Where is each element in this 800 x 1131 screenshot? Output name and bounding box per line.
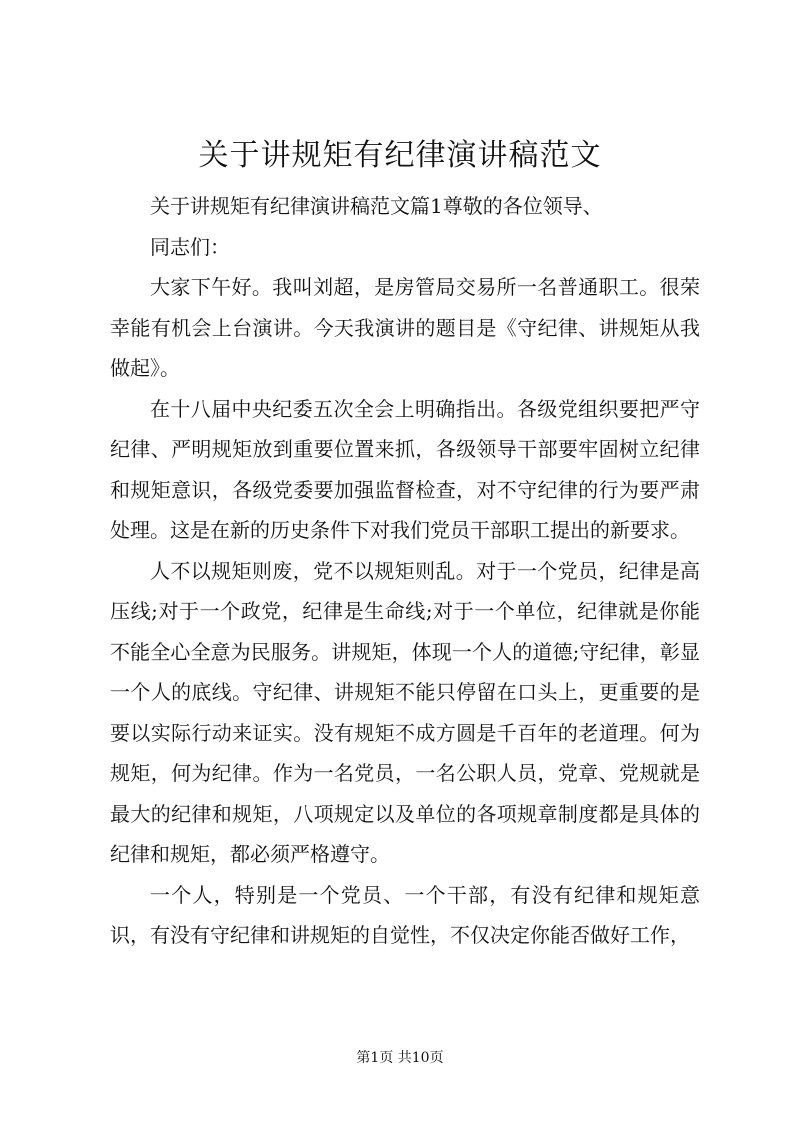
document-body: [110, 186, 700, 956]
paragraph-5: 人不以规矩则废，党不以规矩则乱。对于一个党员，纪律是高压线;对于一个政党，纪律是生命线;对于一个单位，纪律就是你能不能全心全意为民服务。讲规矩，体现一个人的道德;守纪律，彰显一个人的底线。守纪律、讲规矩不能只停留在口头上，更重要的是要以实际行动来证实。没有规矩不成方圆是千百年的老道理。何为规矩，何为纪律。作为一名党员，一名公职人员，党章、党规就是最大的纪律和规矩，八项规定以及单位的各项规章制度都是具体的纪律和规矩，都必须严格遵守。: [110, 558, 700, 866]
paragraph-6: 一个人，特别是一个党员、一个干部，有没有纪律和规矩意识，有没有守纪律和讲规矩的自觉性，不仅决定你能否做好工作，: [110, 882, 700, 947]
paragraph-2: 同志们：: [150, 234, 230, 259]
page-footer: 第1页 共10页: [356, 1050, 444, 1066]
paragraph-4: 在十八届中央纪委五次全会上明确指出。各级党组织要把严守纪律、严明规矩放到重要位置来抓，各级领导干部要牢固树立纪律和规矩意识，各级党委要加强监督检查，对不守纪律的行为要严肃处理。这是在新的历史条件下对我们党员干部职工提出的新要求。: [110, 396, 700, 542]
paragraph-3: 大家下午好。我叫刘超，是房管局交易所一名普通职工。很荣幸能有机会上台演讲。今天我演讲的题目是《守纪律、讲规矩从我做起》。: [110, 275, 700, 380]
paragraph-1: 关于讲规矩有纪律演讲稿范文篇1尊敬的各位领导、: [150, 194, 603, 218]
document-title: 关于讲规矩有纪律演讲稿范文: [198, 138, 602, 173]
